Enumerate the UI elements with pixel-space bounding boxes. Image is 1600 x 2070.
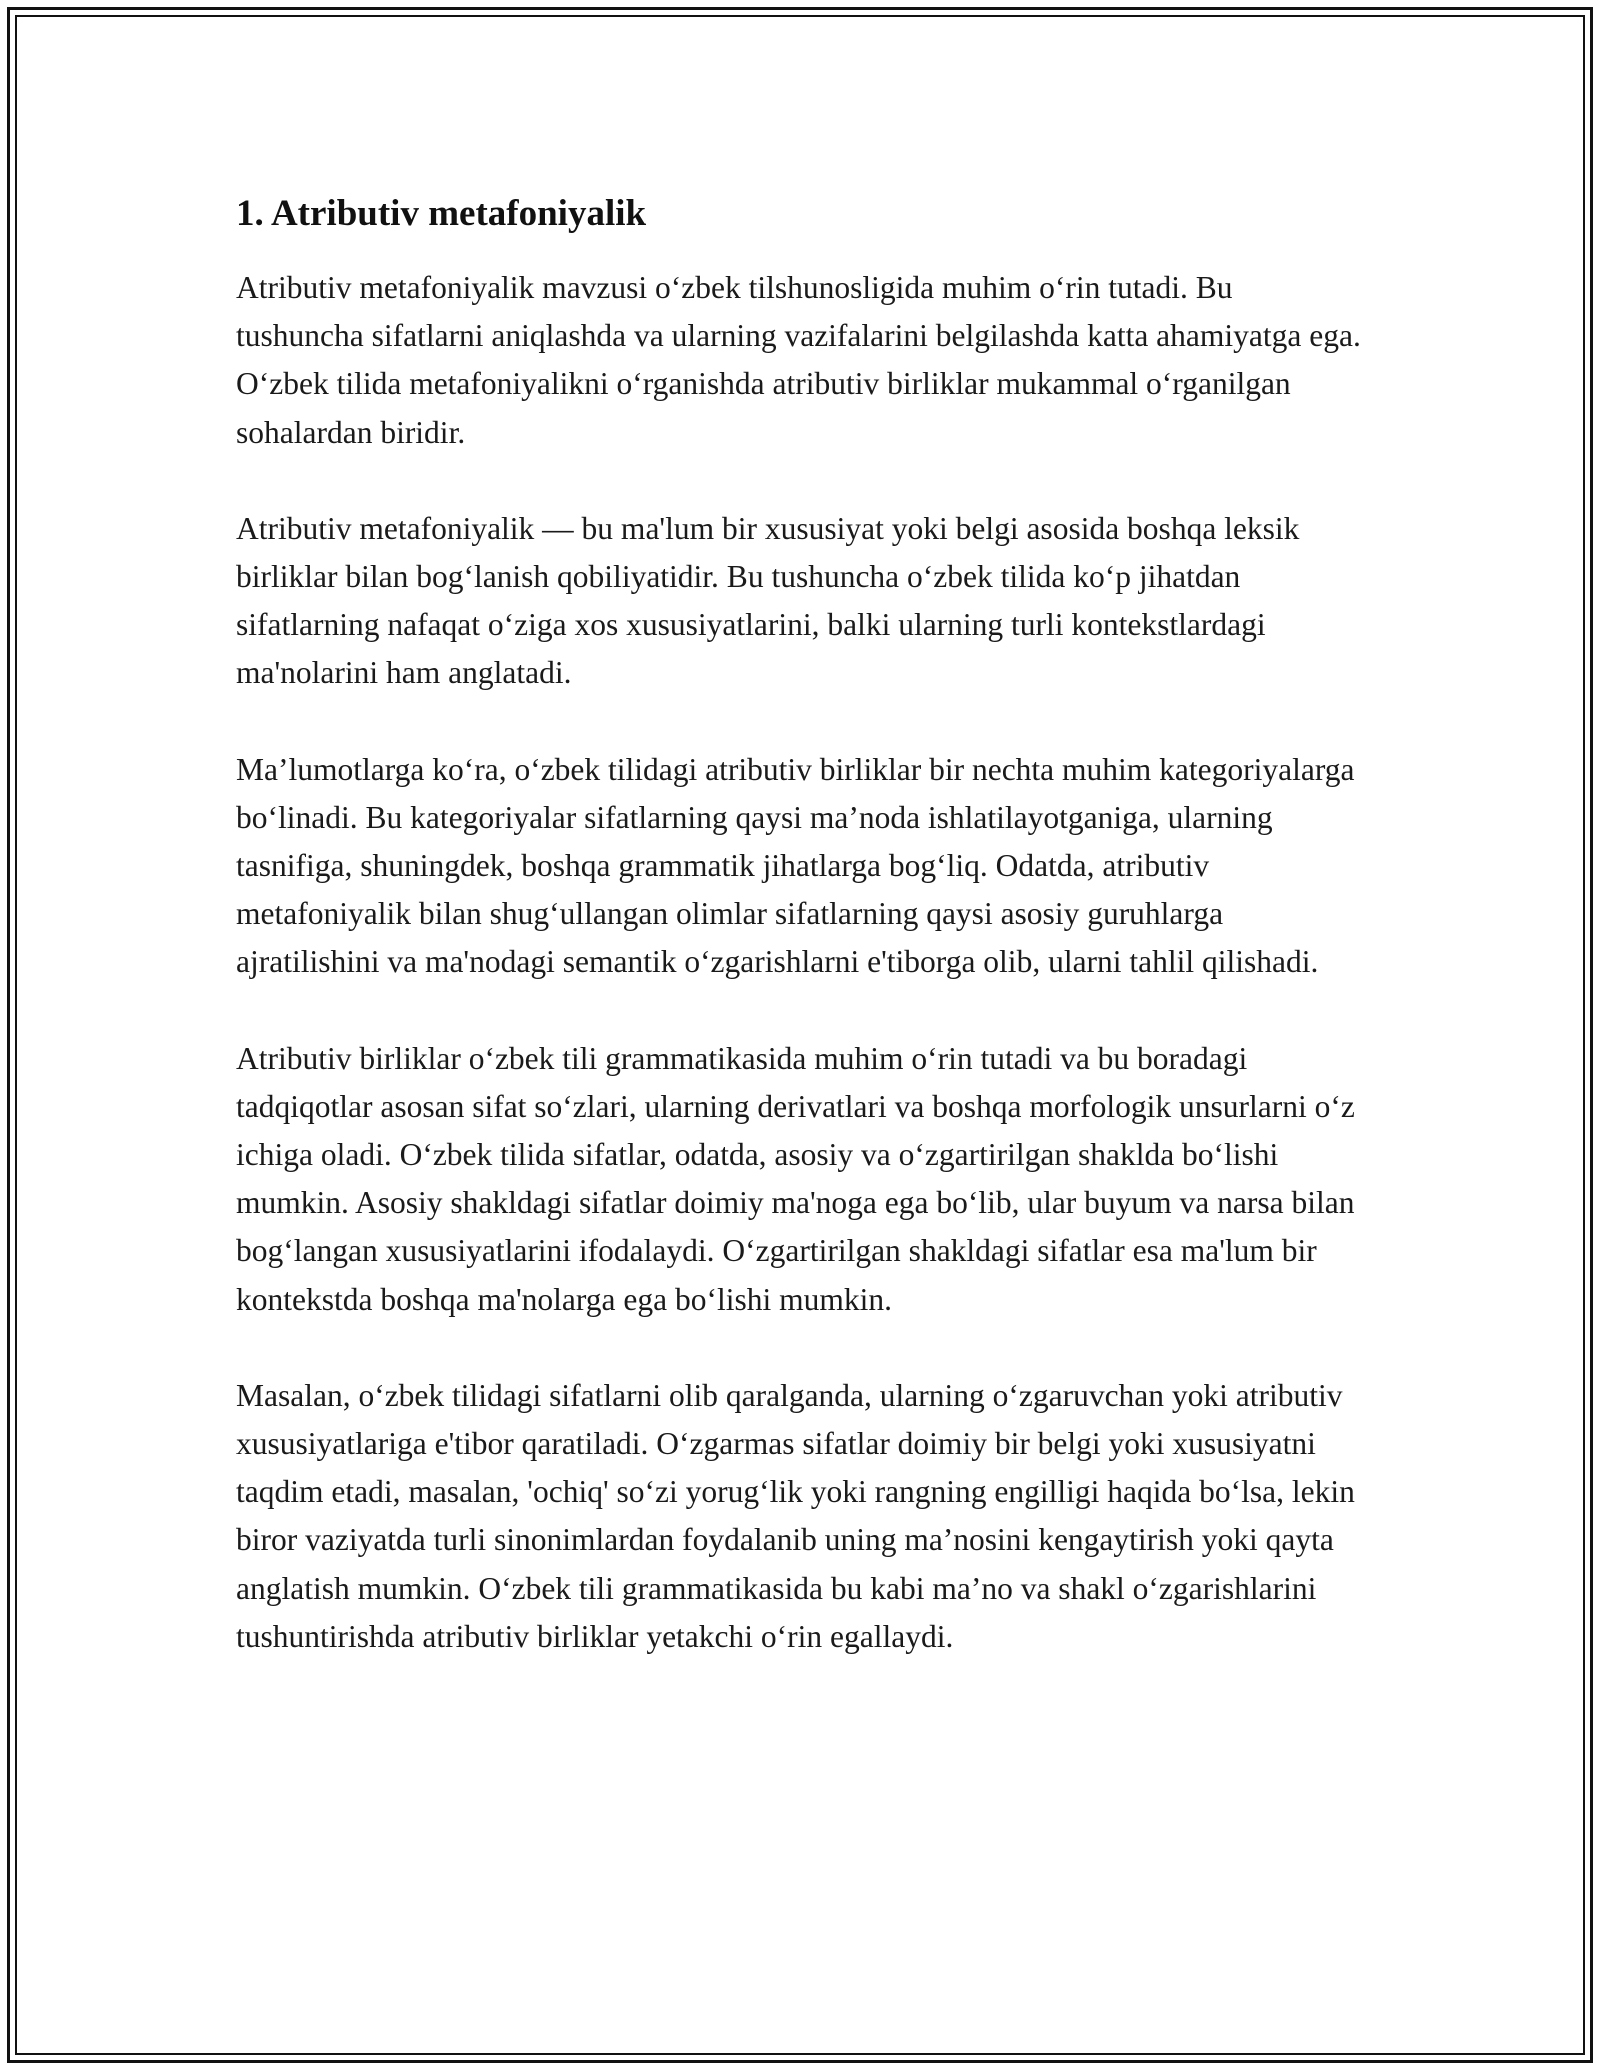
paragraph-2: Atributiv metafoniyalik — bu ma'lum bir xususiyat yoki belgi asosida boshqa leksik birliklar bilan bogʻlanish qobiliyatidir. Bu tushuncha oʻzbek tilida koʻp jihatdan sifatlarning nafaqat oʻziga xos xususiyatlarini, balki ularning turli kontekstlardagi ma'nolarini ham anglatadi. xyxy=(236,510,1300,691)
paragraph-3: Ma’lumotlarga koʻra, oʻzbek tilidagi atributiv birliklar bir nechta muhim kategoriyalarga boʻlinadi. Bu kategoriyalar sifatlarning qaysi ma’noda ishlatilayotganiga, ularning tasnifiga, shuningdek, boshqa grammatik jihatlarga bogʻliq. Odatda, atributiv metafoniyalik bilan shugʻullangan olimlar sifatlarning qaysi asosiy guruhlarga ajratilishini va ma'nodagi semantik oʻzgarishlarni e'tiborga olib, ularni tahlil qilishadi. xyxy=(236,751,1355,980)
paragraph-1: Atributiv metafoniyalik mavzusi oʻzbek tilshunosligida muhim oʻrin tutadi. Bu tushuncha sifatlarni aniqlashda va ularning vazifalarini belgilashda katta ahamiyatga ega. Oʻzbek tilida metafoniyalikni oʻrganishda atributiv birliklar mukammal oʻrganilgan sohalardan biridir. xyxy=(236,270,1361,450)
section-heading: 1. Atributiv metafoniyalik xyxy=(236,193,647,234)
paragraph-5: Masalan, oʻzbek tilidagi sifatlarni olib qaralganda, ularning oʻzgaruvchan yoki atributiv xususiyatlariga e'tibor qaratiladi. Oʻzgarmas sifatlar doimiy bir belgi yoki xususiyatni taqdim etadi, masalan, 'ochiq' soʻzi yorugʻlik yoki rangning engilligi haqida boʻlsa, lekin biror vaziyatda turli sinonimlardan foydalanib uning ma’nosini kengaytirish yoki qayta anglatish mumkin. Oʻzbek tili grammatikasida bu kabi ma’no va shakl oʻzgarishlarini tushuntirishda atributiv birliklar yetakchi oʻrin egallaydi. xyxy=(236,1377,1355,1654)
document-body xyxy=(236,186,1366,1709)
paragraph-4: Atributiv birliklar oʻzbek tili grammatikasida muhim oʻrin tutadi va bu boradagi tadqiqotlar asosan sifat soʻzlari, ularning derivatlari va boshqa morfologik unsurlarni oʻz ichiga oladi. Oʻzbek tilida sifatlar, odatda, asosiy va oʻzgartirilgan shaklda boʻlishi mumkin. Asosiy shakldagi sifatlar doimiy ma'noga ega boʻlib, ular buyum va narsa bilan bogʻlangan xususiyatlarini ifodalaydi. Oʻzgartirilgan shakldagi sifatlar esa ma'lum bir kontekstda boshqa ma'nolarga ega boʻlishi mumkin. xyxy=(236,1040,1355,1317)
